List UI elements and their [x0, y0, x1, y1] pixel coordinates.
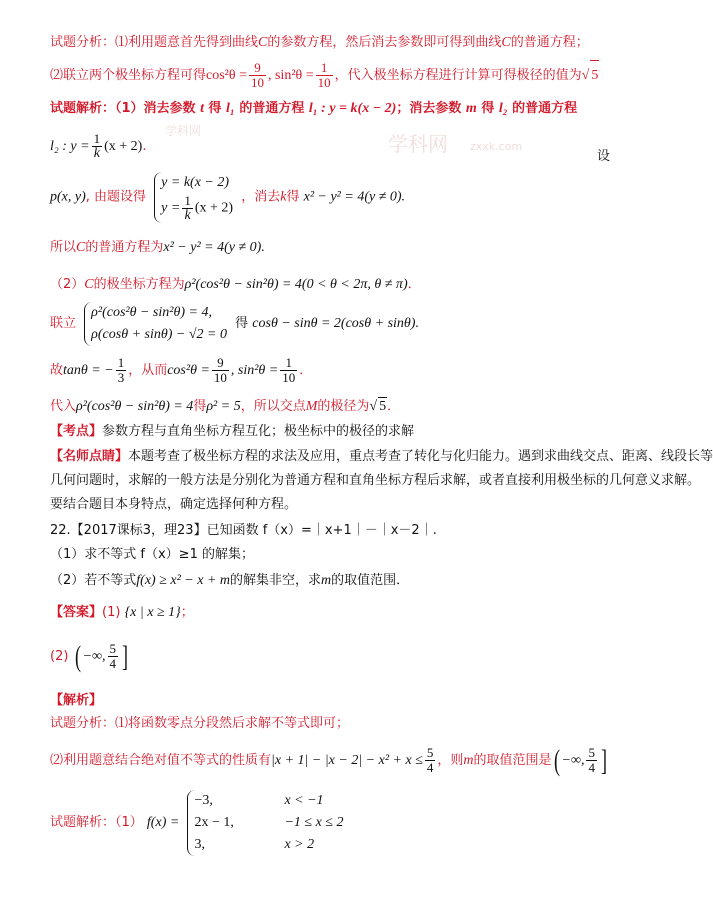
analysis-step1b: 的参数方程，然后消去参数即可得到曲线: [267, 35, 502, 50]
den: 10: [317, 75, 331, 90]
kaodian-line: [50, 423, 414, 441]
kaodian-label: 【考点】: [50, 424, 103, 439]
text-de3: 得: [235, 316, 249, 331]
text-p2-end: ．: [407, 277, 421, 292]
hyperbola-eq: x² − y² = 4(y ≠ 0).: [303, 189, 406, 205]
case-val: 3,: [194, 837, 205, 852]
curve-c-3: C: [76, 240, 86, 255]
text-end: ．: [387, 399, 401, 414]
text-de4: 得: [193, 399, 207, 414]
conclusion-line: [50, 239, 265, 257]
text-conc-pre: 所以: [50, 240, 77, 255]
param-m-2: m: [321, 573, 332, 588]
frac-1-10: [316, 61, 333, 90]
q22-part2: [50, 572, 409, 590]
tan-expr: tanθ = −: [63, 363, 114, 378]
line-l2: l₂: [498, 101, 508, 116]
mingshi-label: 【名师点睛】: [50, 449, 129, 464]
ans1-pre: (1): [102, 605, 121, 620]
answer-label: 【答案】: [50, 605, 103, 620]
analysis-line-1: [50, 34, 589, 52]
text-semi: ；消去参数: [396, 101, 462, 116]
system-2-result: cosθ − sinθ = 2(cosθ + sinθ).: [252, 316, 419, 331]
substitution-eq: ρ²(cos²θ − sin²θ) = 4: [76, 399, 194, 414]
num: 1: [117, 355, 125, 370]
dot: .: [142, 139, 147, 154]
curve-c: C: [258, 35, 268, 50]
text-de: 得: [208, 101, 222, 116]
case-row-1: [194, 790, 343, 812]
fx2-eq: |x + 1| − |x − 2| − x² + x ≤: [271, 753, 423, 768]
sin2-expr-2: , sin²θ =: [230, 363, 279, 378]
q22-title: 22.【2017课标3，理23】已知函数 f（x）=｜x+1｜－｜x－2｜.: [50, 523, 437, 538]
num: 9: [249, 61, 266, 76]
den: 4: [109, 656, 116, 671]
q22-part1: （1）求不等式 f（x）≥1 的解集；: [50, 547, 254, 562]
num: 5: [588, 745, 595, 760]
conclusion-eq: x² − y² = 4(y ≠ 0).: [163, 240, 265, 255]
polar-eq: ρ²(cos²θ − sin²θ) = 4(0 < θ < 2π, θ ≠ π): [184, 277, 408, 292]
l2-eq-post: (x + 2): [104, 139, 143, 154]
frac-5-4: [108, 642, 119, 671]
num: 5: [109, 641, 116, 656]
text-p2-pre: （2）: [50, 277, 85, 292]
sqrt-5: 5: [590, 60, 599, 91]
analysis-step2b: ，代入极坐标方程进行计算可得极径的值为: [334, 68, 582, 83]
case-val: −3,: [194, 793, 213, 808]
system-2-row-b: ρ(cosθ + sinθ) − √2 = 0: [91, 327, 227, 342]
solution-label: 试题解析：（1）消去参数: [50, 101, 196, 116]
system-2-row-a: ρ²(cos²θ − sin²θ) = 4,: [91, 305, 212, 320]
paren-left-2: (: [553, 743, 560, 777]
den: 4: [426, 760, 434, 775]
num: 5: [426, 745, 434, 760]
num: 1: [184, 193, 191, 208]
fx2-pre: ⑵利用题意结合绝对值不等式的性质有: [50, 753, 272, 768]
system-1-row-b: [161, 194, 233, 223]
frac-5-4-2: [425, 746, 436, 775]
case-row-2: [194, 812, 343, 834]
system-2: [84, 302, 227, 346]
text-elim: ，消去: [241, 189, 281, 205]
rho-squared: ρ² = 5: [206, 399, 241, 414]
part2-pre: （2）若不等式: [50, 573, 137, 588]
analysis-line-2: ⑵联立两个极坐标方程可得cos²θ = $\frac{9}{10}$ , sin²θ = $\frac{1}{10}$ ，代入极坐标方程进行计算可得极径的值为√ 5: [50, 60, 599, 90]
param-t: t: [200, 101, 204, 116]
param-k: k: [280, 189, 287, 205]
mingshi-line-3: 要结合题目本身特点，确定选择何种方程。: [50, 497, 298, 512]
num: 1: [93, 131, 101, 146]
side-note: 设: [597, 149, 611, 164]
mingshi-text-1: 本题考查了极坐标方程的求法及应用，重点考查了转化与化归能力。遇到求曲线交点、距离、线段长等: [128, 449, 713, 464]
substitution-line: 代入ρ²(cos²θ − sin²θ) = 4得ρ² = 5，所以交点M的极径为√ 5．: [50, 399, 401, 414]
line-l1: l₁: [226, 101, 235, 116]
part2-post: 的解集非空，求: [230, 573, 322, 588]
ans1-set: {x | x ≥ 1}: [124, 605, 181, 620]
cos2-expr-2: cos²θ =: [167, 363, 210, 378]
text-pt2: 的普通方程: [512, 101, 578, 116]
piecewise-label: 试题解析：（1）: [50, 815, 143, 830]
answer-line-1: [50, 604, 194, 622]
case-cond: x < −1: [284, 793, 324, 808]
case-val: 2x − 1,: [194, 815, 234, 830]
text-conc-mid: 的普通方程为: [85, 240, 164, 255]
ans2-pre: (2): [50, 649, 69, 664]
part2-eq: f(x) ≥ x² − x + m: [136, 573, 231, 588]
text-pt: 的普通方程: [239, 101, 305, 116]
answer-line-2: [50, 640, 130, 674]
sys1b-post: (x + 2): [194, 200, 234, 216]
l2-eq-pre: l₂ : y =: [50, 139, 90, 154]
text-lianli: 联立: [50, 316, 77, 331]
watermark-logo-2: 学科网: [165, 124, 202, 138]
fx-lhs: f(x) =: [146, 815, 180, 830]
bracket-right-2: ]: [600, 743, 607, 777]
l2-equation-line: [50, 130, 146, 164]
den: 3: [117, 370, 125, 385]
frac-5-4-3: [586, 746, 597, 775]
frac-9-10-2: [212, 356, 229, 385]
text-suoyi: ，所以交点: [240, 399, 306, 414]
watermark-logo: 学科网: [388, 132, 448, 156]
den: 10: [213, 370, 227, 385]
cos2-expr: cos²θ =: [206, 68, 247, 83]
piecewise-line: [50, 790, 347, 856]
fx2-mid: ，则: [437, 753, 464, 768]
system-1-row-a: y = k(x − 2): [161, 175, 230, 190]
ans2-interval-left: −∞,: [82, 649, 106, 664]
num: 1: [280, 356, 297, 371]
fx2-interval-left: −∞,: [561, 753, 585, 768]
analysis-label: 试题分析：: [50, 35, 116, 50]
sys1b-pre: y =: [161, 200, 181, 216]
text-gu: 故: [50, 363, 64, 378]
fenxi-line: 试题分析：⑴将函数零点分段然后求解不等式即可；: [50, 716, 350, 731]
sqrt-5-2: 5: [379, 399, 387, 414]
bracket-right: ]: [122, 639, 128, 673]
num: 1: [316, 61, 333, 76]
case-cond: x > 2: [284, 837, 315, 852]
tan-line: [50, 354, 312, 388]
system-2-line: [50, 302, 419, 346]
system-1-line: [50, 172, 405, 223]
ans1-end: ；: [180, 605, 194, 620]
solution-line-1: [50, 100, 577, 118]
watermark-sub: zxxk.com: [470, 140, 523, 153]
text-de2: 得: [481, 101, 495, 116]
case-row-3: [194, 834, 343, 856]
analysis-step1: ⑴利用题意首先得到曲线: [115, 35, 259, 50]
sin2-expr: , sin²θ =: [267, 68, 314, 83]
curve-c-2: C: [501, 35, 511, 50]
mingshi-line-1: [50, 448, 713, 466]
frac-1-3: [116, 356, 127, 385]
fenxi-line-2: [50, 744, 609, 778]
jiexi-label: 【解析】: [50, 693, 103, 708]
text-congr: ，从而: [128, 363, 168, 378]
text-dr: ．: [299, 363, 313, 378]
analysis-step1c: 的普通方程；: [510, 35, 589, 50]
text-elim2: 得: [286, 189, 300, 205]
param-m-3: m: [463, 753, 474, 768]
den: 4: [588, 760, 595, 775]
den: 10: [250, 75, 264, 90]
analysis-step2: ⑵联立两个极坐标方程可得: [50, 68, 207, 83]
l1-equation: l₁ : y = k(x − 2): [308, 101, 397, 116]
frac-9-10: [249, 61, 266, 90]
num: 9: [212, 356, 229, 371]
den: k: [184, 208, 191, 223]
text-byq: , 由题设得: [85, 189, 147, 205]
part2-end: 的取值范围．: [331, 573, 410, 588]
part2-line: [50, 276, 421, 294]
text-jijing: 的极径为: [317, 399, 370, 414]
den: k: [93, 146, 100, 161]
system-1: [154, 172, 233, 223]
den: 10: [282, 370, 296, 385]
fx2-end: 的取值范围是: [473, 753, 552, 768]
paren-left: (: [74, 639, 81, 673]
frac-1-k-2: [182, 194, 193, 223]
case-cond: −1 ≤ x ≤ 2: [284, 815, 344, 830]
point-pxy: p(x, y): [50, 189, 86, 205]
point-m: M: [305, 399, 318, 414]
text-dairu: 代入: [50, 399, 77, 414]
frac-1-10-2: [280, 356, 297, 385]
kaodian-text: 参数方程与直角坐标方程互化；极坐标中的极径的求解: [102, 424, 415, 439]
curve-c-4: C: [84, 277, 94, 292]
mingshi-line-2: 几何问题时，求解的一般方法是分别化为普通方程和直角坐标方程后求解，或者直接利用极坐标的几何意义求解。: [50, 473, 701, 488]
piecewise-cases: [187, 790, 343, 856]
frac-1-k: [92, 132, 103, 161]
text-p2-mid: 的极坐标方程为: [93, 277, 185, 292]
param-m: m: [465, 101, 477, 116]
